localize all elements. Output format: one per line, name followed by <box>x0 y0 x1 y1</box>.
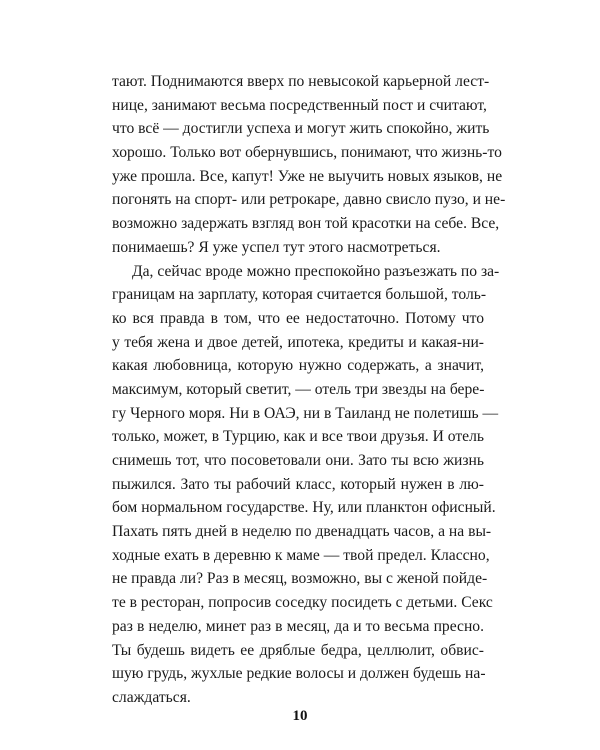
text-line: снимешь тот, что посоветовали они. Зато ты всю жизнь <box>112 452 484 469</box>
body-text <box>112 70 506 710</box>
text-line: какая любовница, которую нужно содержать, а значит, <box>112 357 484 375</box>
text-line: бом нормальном государстве. Ну, или планктон офисный. <box>112 499 496 517</box>
text-line: что всё — достигли успеха и могут жить спокойно, жить <box>112 120 490 138</box>
text-line: только, может, в Турцию, как и все твои друзья. И отель <box>112 428 484 446</box>
text-line: Пахать пять дней в неделю по двенадцать часов, а на вы- <box>112 523 492 541</box>
text-line: тают. Поднимаются вверх по невысокой карьерной лест- <box>112 73 490 90</box>
text-line: гу Черного моря. Ни в ОАЭ, ни в Таиланд не полетишь — <box>112 404 499 422</box>
text-line: шую грудь, жухлые редкие волосы и должен будешь на- <box>112 665 486 683</box>
paragraph-1 <box>112 70 506 260</box>
text-line: погонять на спорт- или ретрокаре, давно свисло пузо, и не- <box>112 191 506 209</box>
page-number: 10 <box>292 708 308 724</box>
text-line: ко вся правда в том, что ее недостаточно. Потому что <box>112 309 484 327</box>
text-line: понимаешь? Я уже успел тут этого насмотреться. <box>112 238 441 256</box>
text-line: раз в неделю, минет раз в месяц, да и то весьма пресно. <box>112 617 484 635</box>
text-line: Да, сейчас вроде можно преспокойно разъезжать по за- <box>132 262 500 280</box>
paragraph-2 <box>112 260 500 710</box>
text-line: нице, занимают весьма посредственный пост и считают, <box>112 96 487 114</box>
text-line: максимум, который светит, — отель три звезды на бере- <box>112 380 485 398</box>
text-line: уже прошла. Все, капут! Уже не выучить новых языков, не <box>112 167 503 185</box>
text-line: те в ресторан, попросив соседку посидеть с детьми. Секс <box>112 594 493 612</box>
text-line: возможно задержать взгляд вон той красотки на себе. Все, <box>112 215 500 233</box>
text-line: слаждаться. <box>112 688 191 706</box>
text-line: не правда ли? Раз в месяц, возможно, вы с женой пойде- <box>112 570 488 588</box>
text-line: хорошо. Только вот обернувшись, понимают, что жизнь-то <box>112 144 502 162</box>
text-line: ходные ехать в деревню к маме — твой предел. Классно, <box>112 546 490 564</box>
text-line: пыжился. Зато ты рабочий класс, который нужен в лю- <box>112 475 484 493</box>
text-line: Ты будешь видеть ее дряблые бедра, целлюлит, обвис- <box>112 641 484 659</box>
text-line: границам на зарплату, которая считается большой, толь- <box>112 286 487 304</box>
text-line: у тебя жена и двое детей, ипотека, кредиты и какая-ни- <box>112 333 484 351</box>
